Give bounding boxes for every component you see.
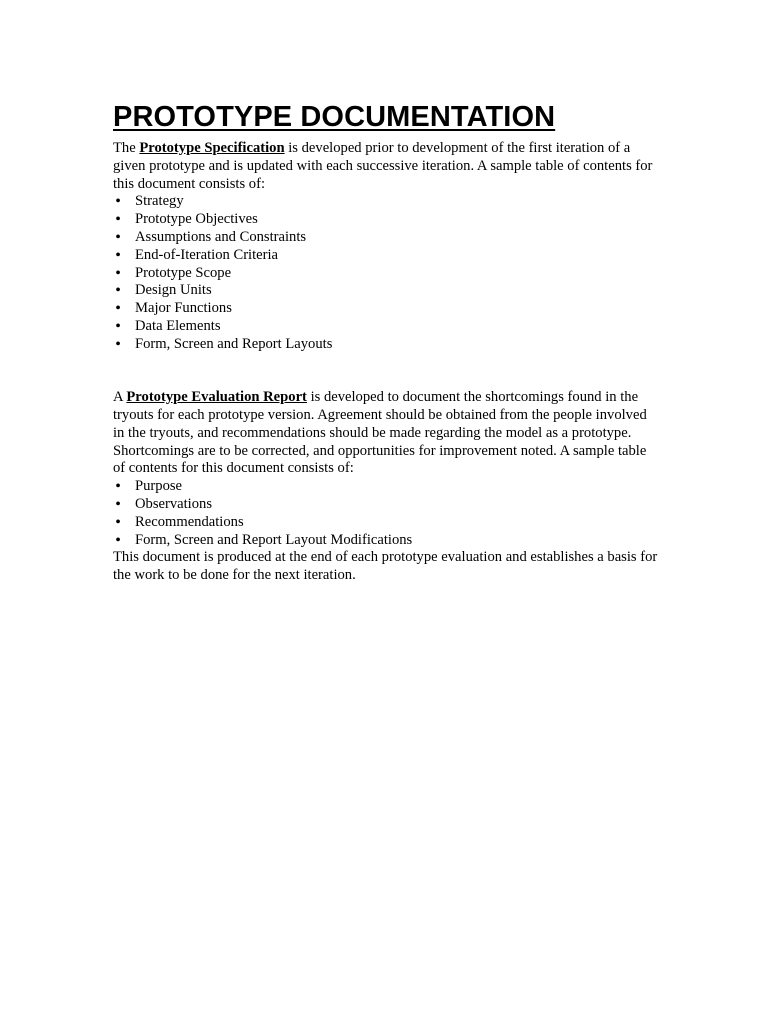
- evaluation-intro-suffix: is developed to document the shortcomings found in the tryouts for each prototype version. Agreement should be obtained from the people involved in the tryouts, and recommendations should be made regarding the model as a prototype. Shortcomings are to be corrected, and opportunities for improvement noted. A sample table of contents for this document consists of:: [113, 389, 647, 477]
- list-item: [113, 336, 658, 354]
- specification-contents-list: [113, 193, 658, 353]
- list-item-label: Purpose: [135, 478, 183, 495]
- bullet-icon: •: [115, 246, 121, 264]
- evaluation-closing-paragraph: This document is produced at the end of each prototype evaluation and establishes a basis for the work to be done for the next iteration.: [113, 549, 658, 584]
- list-item: [113, 478, 658, 496]
- bullet-icon: •: [115, 228, 121, 246]
- document-page: [113, 100, 658, 585]
- list-item: [113, 265, 658, 283]
- specification-intro-prefix: The: [113, 140, 140, 156]
- list-item: [113, 318, 658, 336]
- bullet-icon: •: [115, 282, 121, 300]
- list-item: [113, 496, 658, 514]
- list-item: [113, 300, 658, 318]
- bullet-icon: •: [115, 317, 121, 335]
- list-item: [113, 247, 658, 265]
- prototype-specification-term: Prototype Specification: [139, 140, 285, 156]
- list-item-label: Assumptions and Constraints: [135, 228, 307, 245]
- bullet-icon: •: [115, 495, 121, 513]
- bullet-icon: •: [115, 300, 121, 318]
- list-item: [113, 532, 658, 550]
- list-item-label: Major Functions: [135, 300, 232, 317]
- list-item: [113, 211, 658, 229]
- bullet-icon: •: [115, 211, 121, 229]
- bullet-icon: •: [115, 335, 121, 353]
- list-item-label: End-of-Iteration Criteria: [135, 246, 279, 263]
- evaluation-contents-list: [113, 478, 658, 549]
- list-item-label: Strategy: [135, 193, 184, 210]
- bullet-icon: •: [115, 478, 121, 496]
- list-item-label: Observations: [135, 495, 213, 512]
- list-item-label: Prototype Objectives: [135, 211, 258, 228]
- page-title: PROTOTYPE DOCUMENTATION: [113, 101, 556, 133]
- section-spacer: [113, 354, 658, 390]
- bullet-icon: •: [115, 193, 121, 211]
- list-item-label: Recommendations: [135, 513, 244, 530]
- prototype-evaluation-report-term: Prototype Evaluation Report: [126, 389, 307, 406]
- evaluation-report-intro: [113, 389, 658, 478]
- specification-intro-suffix: is developed prior to development of the first iteration of a given prototype and is updated with each successive iteration. A sample table of contents for this document consists of:: [113, 140, 653, 192]
- bullet-icon: •: [115, 513, 121, 531]
- list-item-label: Data Elements: [135, 317, 221, 334]
- evaluation-intro-prefix: A: [113, 389, 127, 406]
- list-item-label: Design Units: [135, 282, 212, 299]
- list-item-label: Form, Screen and Report Layout Modifications: [135, 531, 413, 548]
- list-item: [113, 514, 658, 532]
- list-item: [113, 229, 658, 247]
- list-item: [113, 282, 658, 300]
- bullet-icon: •: [115, 531, 121, 549]
- list-item-label: Prototype Scope: [135, 264, 232, 281]
- list-item-label: Form, Screen and Report Layouts: [135, 335, 333, 352]
- list-item: [113, 193, 658, 211]
- specification-intro: [113, 140, 658, 193]
- bullet-icon: •: [115, 264, 121, 282]
